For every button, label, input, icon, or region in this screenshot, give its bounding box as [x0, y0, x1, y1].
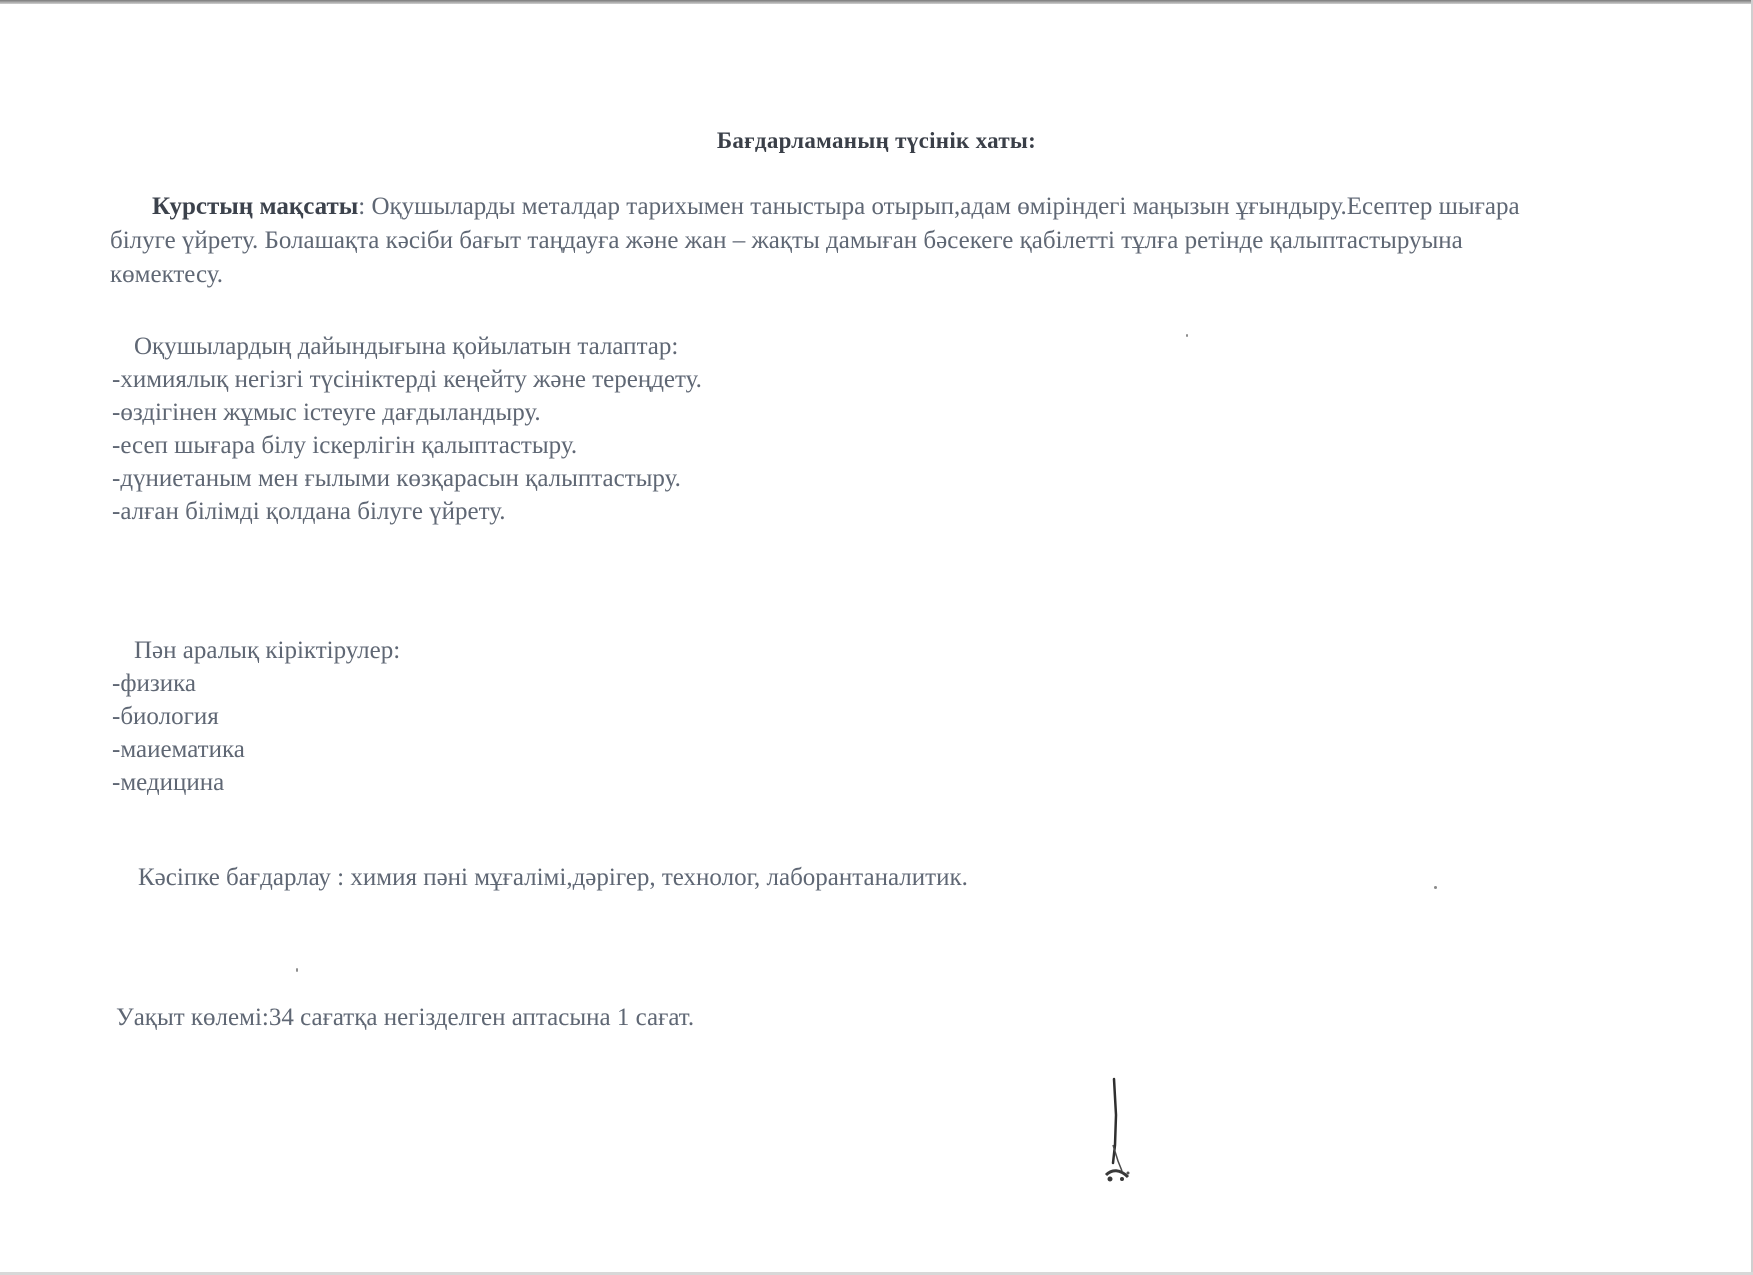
career-orientation: Кәсіпке бағдарлау : химия пәні мұғалімі,дәрігер, технолог, лаборантаналитик. [138, 864, 968, 891]
time-volume: Уақыт көлемі:34 сағатқа негізделген аптасына 1 сағат. [116, 1004, 695, 1031]
list-item: -медицина [112, 769, 225, 796]
list-item: -биология [112, 703, 219, 730]
scan-speck [296, 968, 298, 972]
scan-speck [1434, 886, 1437, 889]
list-item: -алған білімді қолдана білуге үйрету. [112, 498, 506, 525]
scan-edge-top [0, 0, 1753, 4]
course-goal-paragraph [110, 190, 1530, 292]
course-goal-text: : Оқушыларды металдар тарихымен таныстыра отырып,адам өміріндегі маңызын ұғындыру.Есептер шығара білуге үйрету. Болашақта кәсіби бағыт таңдауға және жан – жақты дамыған бәсекеге қабілетті тұлға ретінде қалыптастыруына көмектесу. [110, 193, 1520, 288]
list-item: -дүниетаным мен ғылыми көзқарасын қалыптастыру. [112, 465, 681, 492]
list-item: -химиялық негізгі түсініктерді кеңейту және тереңдету. [112, 366, 702, 393]
ink-stroke-mark [1100, 1075, 1140, 1185]
interdisciplinary-section [112, 634, 400, 799]
requirements-heading: Оқушылардың дайындығына қойылатын талаптар: [134, 333, 679, 360]
list-item: -есеп шығара білу іскерлігін қалыптастыру. [112, 432, 578, 459]
list-item: -маиематика [112, 736, 245, 763]
scan-speck [1186, 334, 1188, 337]
course-goal-label: Курстың мақсаты [152, 193, 359, 220]
list-item: -физика [112, 670, 197, 697]
requirements-section [112, 330, 702, 528]
page-title: Бағдарламаның түсінік хаты: [716, 128, 1037, 153]
interdisciplinary-heading: Пән аралық кіріктірулер: [134, 637, 401, 664]
list-item: -өздігінен жұмыс істеуге дағдыландыру. [112, 399, 541, 426]
